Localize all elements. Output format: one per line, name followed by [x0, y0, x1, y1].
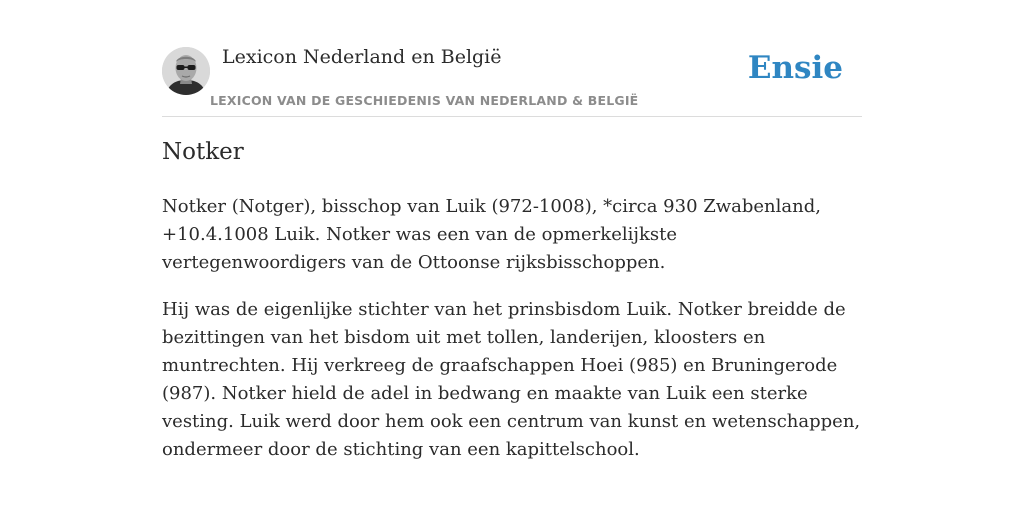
person-photo-icon: [162, 47, 210, 95]
article-paragraph: Hij was de eigenlijke stichter van het prinsbisdom Luik. Notker breidde de bezittingen van het bisdom uit met tollen, landerijen, kloosters en muntrechten. Hij verkreeg de graafschappen Hoei (985) en Bruningerode (987). Notker hield de adel in bedwang en maakte van Luik een sterke vesting. Luik werd door hem ook een centrum van kunst en wetenschappen, ondermeer door de stichting van een kapittelschool.: [162, 299, 861, 460]
site-header: [162, 40, 862, 117]
site-name-link[interactable]: Lexicon Nederland en België: [222, 46, 502, 68]
brand-logo-link[interactable]: Ensie: [747, 50, 843, 86]
article-title: Notker: [162, 139, 244, 165]
article-paragraph: Notker (Notger), bisschop van Luik (972-1008), *circa 930 Zwabenland, +10.4.1008 Luik. Notker was een van de opmerkelijkste vertegenwoordigers van de Ottoonse rijksbisschoppen.: [162, 196, 821, 273]
author-avatar[interactable]: [162, 47, 210, 95]
article-body: [162, 193, 864, 483]
site-subtitle: LEXICON VAN DE GESCHIEDENIS VAN NEDERLAND & BELGIË: [210, 93, 639, 108]
